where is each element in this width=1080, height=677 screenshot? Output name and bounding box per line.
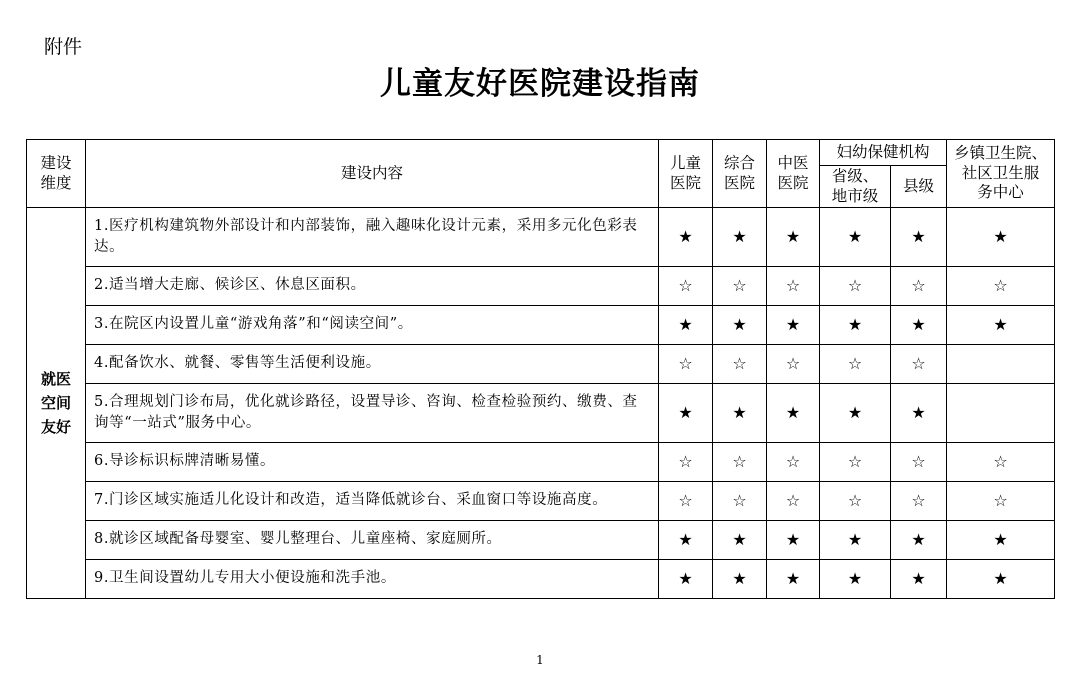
mark-cell: ★: [713, 560, 767, 599]
header-tcm-hospital: 中医 医院: [767, 140, 820, 208]
mark-cell: ☆: [891, 482, 947, 521]
mark-cell: ☆: [947, 267, 1055, 306]
document-title: 儿童友好医院建设指南: [380, 66, 700, 102]
mark-cell: ★: [820, 521, 891, 560]
mark-cell: ☆: [891, 345, 947, 384]
table-row-content: 2.适当增大走廊、候诊区、休息区面积。: [86, 267, 659, 306]
mark-cell: ☆: [820, 345, 891, 384]
mark-cell: ★: [767, 384, 820, 443]
mark-cell: ★: [767, 560, 820, 599]
table-row-content: 4.配备饮水、就餐、零售等生活便利设施。: [86, 345, 659, 384]
attachment-label: 附件: [44, 36, 83, 58]
mark-cell: ☆: [713, 482, 767, 521]
header-maternal-child-institution: 妇幼保健机构: [820, 140, 947, 166]
mark-cell: ★: [659, 521, 713, 560]
table-row-content: 8.就诊区域配备母婴室、婴儿整理台、儿童座椅、家庭厕所。: [86, 521, 659, 560]
header-township-community: 乡镇卫生院、 社区卫生服 务中心: [947, 140, 1055, 208]
section-dimension: 就医 空间 友好: [27, 208, 86, 599]
mark-cell: ★: [713, 306, 767, 345]
mark-cell: ☆: [767, 482, 820, 521]
mark-cell: ★: [947, 208, 1055, 267]
table-row-content: 5.合理规划门诊布局，优化就诊路径，设置导诊、咨询、检查检验预约、缴费、查询等“一站式”服务中心。: [86, 384, 659, 443]
mark-cell: ☆: [891, 267, 947, 306]
mark-cell: ★: [891, 306, 947, 345]
mark-cell: ☆: [947, 482, 1055, 521]
mark-cell: ★: [659, 208, 713, 267]
mark-cell: ☆: [820, 267, 891, 306]
mark-cell: ★: [820, 306, 891, 345]
mark-cell: ★: [820, 208, 891, 267]
page-number: 1: [536, 653, 544, 667]
mark-cell: ☆: [659, 482, 713, 521]
mark-cell: ☆: [767, 267, 820, 306]
mark-cell: ★: [713, 521, 767, 560]
mark-cell: ☆: [947, 443, 1055, 482]
mark-cell: ☆: [891, 443, 947, 482]
header-general-hospital: 综合 医院: [713, 140, 767, 208]
mark-cell: ★: [820, 560, 891, 599]
mark-cell: ★: [820, 384, 891, 443]
mark-cell: ★: [947, 306, 1055, 345]
mark-cell: ☆: [659, 267, 713, 306]
header-dimension: 建设 维度: [27, 140, 86, 208]
mark-cell: ★: [767, 521, 820, 560]
table-row-content: 7.门诊区域实施适儿化设计和改造，适当降低就诊台、采血窗口等设施高度。: [86, 482, 659, 521]
table-row-content: 1.医疗机构建筑物外部设计和内部装饰，融入趣味化设计元素，采用多元化色彩表达。: [86, 208, 659, 267]
mark-cell: ☆: [820, 482, 891, 521]
mark-cell: [947, 345, 1055, 384]
header-county: 县级: [891, 166, 947, 208]
header-content: 建设内容: [86, 140, 659, 208]
guideline-table: [26, 139, 1055, 599]
mark-cell: ★: [891, 560, 947, 599]
mark-cell: ☆: [713, 345, 767, 384]
table-row-content: 3.在院区内设置儿童“游戏角落”和“阅读空间”。: [86, 306, 659, 345]
mark-cell: ☆: [659, 443, 713, 482]
mark-cell: ★: [891, 384, 947, 443]
mark-cell: ☆: [767, 345, 820, 384]
mark-cell: ★: [713, 208, 767, 267]
mark-cell: ★: [947, 521, 1055, 560]
mark-cell: ★: [947, 560, 1055, 599]
table-row-content: 6.导诊标识标牌清晰易懂。: [86, 443, 659, 482]
mark-cell: ★: [659, 560, 713, 599]
header-provincial-municipal: 省级、 地市级: [820, 166, 891, 208]
mark-cell: ★: [659, 384, 713, 443]
mark-cell: ★: [891, 521, 947, 560]
table-row-content: 9.卫生间设置幼儿专用大小便设施和洗手池。: [86, 560, 659, 599]
mark-cell: ☆: [713, 443, 767, 482]
mark-cell: ☆: [659, 345, 713, 384]
mark-cell: ☆: [713, 267, 767, 306]
mark-cell: [947, 384, 1055, 443]
mark-cell: ★: [767, 306, 820, 345]
mark-cell: ☆: [820, 443, 891, 482]
mark-cell: ★: [659, 306, 713, 345]
mark-cell: ★: [713, 384, 767, 443]
mark-cell: ☆: [767, 443, 820, 482]
mark-cell: ★: [767, 208, 820, 267]
mark-cell: ★: [891, 208, 947, 267]
header-children-hospital: 儿童 医院: [659, 140, 713, 208]
